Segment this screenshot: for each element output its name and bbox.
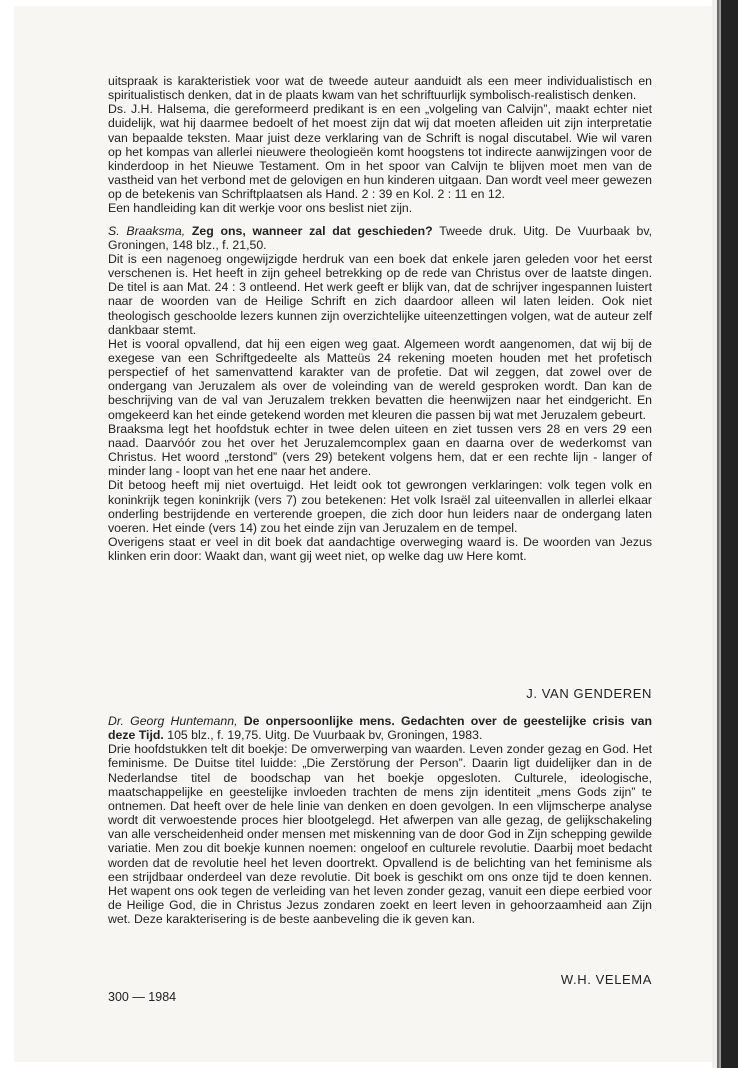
review-title: De onpersoonlijke mens. Gedachten over de geestelijke crisis van deze Tijd. — [108, 714, 653, 743]
review-section — [108, 714, 652, 926]
review-title: Zeg ons, wanneer zal dat geschieden? — [191, 223, 433, 238]
paragraph: Overigens staat er veel in dit boek dat aandachtige overweging waard is. De woorden van Jezus klinken erin door: Waakt dan, want gij weet niet, op welke dag uw Here komt. — [108, 535, 652, 564]
paragraph: Een handleiding kan dit werkje voor ons beslist niet zijn. — [108, 201, 413, 216]
paragraph: Drie hoofdstukken telt dit boekje: De omverwerping van waarden. Leven zonder gezag en God. Het feminisme. De Duitse titel luidde: „Die Zerstörung der Person”. Daarin ligt duidelijker dan in de Nederlandse titel de boodschap van het boekje opgesloten. Culturele, ideologische, maatschappelijke en geestelijke invloeden trachten de mens zijn identiteit „mens Gods zijn” te ontnemen. Dat heeft over de hele linie van denken en doen gevolgen. In een vlijmscherpe analyse wordt dit verwoestende proces hier blootgelegd. Het afwerpen van alle gezag, de gelijkschakeling van alle verscheidenheid onder mensen met miskenning van de door God in Zijn schepping gewilde variatie. Men zou dit boekje kunnen noemen: ongeloof en culturele revolutie. Daarbij moet bedacht worden dat de revolutie heel het leven doortrekt. Opvallend is de belichting van het feminisme als een strijdbaar onderdeel van deze revolutie. Dit boek is geschikt om ons onze tijd te doen kennen. Het wapent ons ook tegen de verleiding van het leven zonder gezag, vanuit een diepe eerbied voor de Heilige God, die in Christus Jezus zondaren zoekt en leert leven in gehoorzaamheid aan Zijn wet. Deze karakterisering is de beste aanbeveling die ik geven kan. — [108, 742, 652, 927]
paragraph: uitspraak is karakteristiek voor wat de tweede auteur aanduidt als een meer individualistisch en spiritualistisch denken, dat in de plaats kwam van het schriftuurlijk symbolisch-realistisch denken. — [108, 74, 652, 103]
paragraph: Ds. J.H. Halsema, die gereformeerd predikant is en een „volgeling van Calvijn”, maakt echter niet duidelijk, wat hij daarmee bedoelt of het moest zijn dat wij dat moeten afleiden uit zijn interpretatie van bepaalde teksten. Maar juist deze verklaring van de Schrift is nogal discutabel. Wie wil varen op het kompas van allerlei nieuwere theologieën komt hoogstens tot indirecte aanwijzingen voor de kinderdoop in het Nieuwe Testament. Om in het spoor van Calvijn te blijven moet men van de vastheid van het verbond met de gelovigen en hun kinderen uitgaan. Dan wordt veel meer gewezen op de betekenis van Schriftplaatsen als Hand. 2 : 39 en Kol. 2 : 11 en 12. — [108, 102, 652, 202]
paragraph: Dit is een nagenoeg ongewijzigde herdruk van een boek dat enkele jaren geleden voor het eerst verschenen is. Het heeft in zijn geheel betrekking op de rede van Christus over de laatste dingen. De titel is aan Mat. 24 : 3 ontleend. Het werk geeft er blijk van, dat de schrijver ingespannen luistert naar de woorden van de Heilige Schrift en zich daardoor alleen wil laten leiden. Ook niet theologisch geschoolde lezers kunnen zijn overzichtelijke uiteenzettingen volgen, wat de auteur zelf dankbaar stemt. — [108, 251, 652, 337]
review-continuation — [108, 74, 652, 563]
paragraph: Dit betoog heeft mij niet overtuigd. Het leidt ook tot gewrongen verklaringen: volk tegen volk en koninkrijk tegen koninkrijk (vers 7) zou betekenen: Het volk Israël zal uiteenvallen in allerlei elkaar onderling bestrijdende en verterende groepen, die zich door hun leiders naar de ondergang laten voeren. Het einde (vers 14) zou het einde zijn van Jeruzalem en de tempel. — [108, 478, 652, 535]
publication-info: 105 blz., f. 19,75. Uitg. De Vuurbaak bv, Groningen, 1983. — [167, 728, 483, 743]
review-heading — [108, 224, 652, 252]
review-heading — [108, 714, 652, 742]
page-number: 300 — 1984 — [108, 990, 177, 1004]
publication-info: Tweede druk. Uitg. De Vuurbaak bv, Groningen, 148 blz., f. 21,50. — [108, 223, 652, 252]
paragraph: Het is vooral opvallend, dat hij een eigen weg gaat. Algemeen wordt aangenomen, dat wij bij de exegese van een Schriftgedeelte als Matteüs 24 rekening moeten houden met het profetisch perspectief of het samenvattend karakter van de profetie. Dat wil zeggen, dat zowel over de ondergang van Jeruzalem als over de voleinding van de wereld gesproken wordt. Dan kan de beschrijving van de val van Jeruzalem trekken bevatten die heenwijzen naar het eindgericht. En omgekeerd kan het einde getekend worden met kleuren die passen bij wat met Jeruzalem gebeurt. — [108, 336, 652, 422]
reviewer-signature: W.H. VELEMA — [560, 972, 652, 987]
review-author: Dr. Georg Huntemann, — [108, 714, 238, 728]
review-author: S. Braaksma, — [108, 223, 186, 238]
reviewer-signature: J. VAN GENDEREN — [526, 686, 652, 701]
paragraph: Braaksma legt het hoofdstuk echter in twee delen uiteen en ziet tussen vers 28 en vers 29 een naad. Daarvóór zou het over het Jeruzalemcomplex gaan en daarna over de wederkomst van Christus. Het woord „terstond” (vers 29) betekent volgens hem, dat er een rechte lijn - langer of minder lang - loopt van het ene naar het andere. — [108, 421, 652, 479]
book-binding-edge — [712, 0, 738, 1068]
